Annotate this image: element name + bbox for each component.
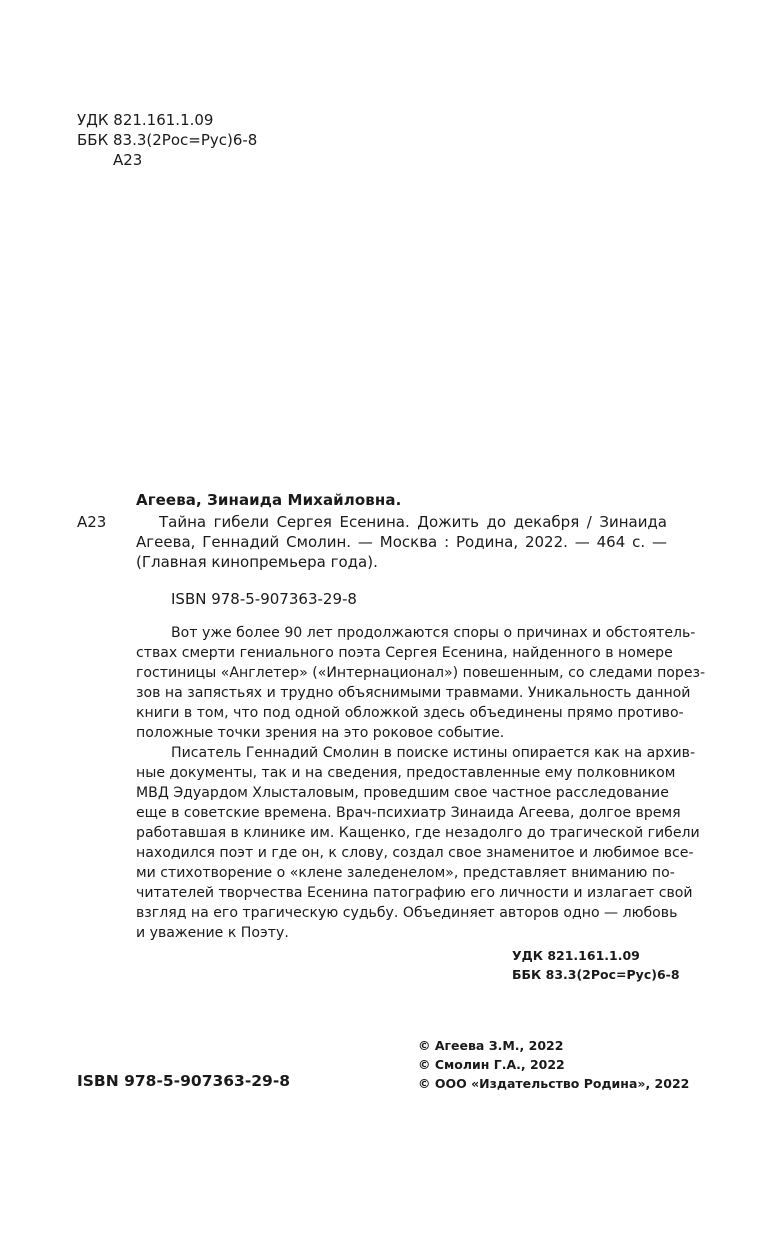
annotation-line: читателей творчества Есенина патографию его личности и излагает свой (136, 885, 693, 901)
card-author: Агеева, Зинаида Михайловна. (136, 491, 402, 509)
udk-code-bottom: УДК 821.161.1.09 (512, 948, 640, 963)
bibliographic-description (77, 512, 667, 572)
annotation-line: ствах смерти гениального поэта Сергея Есенина, найденного в номере (136, 645, 673, 661)
bib-line: Агеева, Геннадий Смолин. — Москва : Родина, 2022. — 464 с. — (136, 533, 667, 551)
annotation (136, 623, 706, 943)
udk-code: УДК 821.161.1.09 (77, 111, 214, 129)
card-isbn: ISBN 978-5-907363-29-8 (171, 590, 357, 608)
annotation-line: работавшая в клинике им. Кащенко, где незадолго до трагической гибели (136, 825, 700, 841)
annotation-line: находился поэт и где он, к слову, создал свое знаменитое и любимое все- (136, 845, 694, 861)
annotation-line: взгляд на его трагическую судьбу. Объединяет авторов одно — любовь (136, 905, 678, 921)
author-mark: А23 (113, 151, 143, 169)
card-author-mark: А23 (77, 513, 107, 531)
bbk-code: ББК 83.3(2Рос=Рус)6-8 (77, 131, 258, 149)
bottom-classification-codes (512, 946, 680, 984)
copyright-block (418, 1036, 689, 1093)
bib-line: (Главная кинопремьера года). (136, 553, 378, 571)
copyright-line: © Смолин Г.А., 2022 (418, 1057, 565, 1072)
annotation-line: положные точки зрения на это роковое событие. (136, 725, 505, 741)
bbk-code-bottom: ББК 83.3(2Рос=Рус)6-8 (512, 967, 680, 982)
top-classification-codes (77, 110, 257, 170)
annotation-line: еще в советские времена. Врач-психиатр Зинаида Агеева, долгое время (136, 805, 681, 821)
annotation-line: ные документы, так и на сведения, предоставленные ему полковником (136, 765, 676, 781)
copyright-line: © Агеева З.М., 2022 (418, 1038, 564, 1053)
annotation-line: МВД Эдуардом Хлысталовым, проведшим свое частное расследование (136, 785, 669, 801)
annotation-line: гостиницы «Англетер» («Интернационал») повешенным, со следами порез- (136, 665, 706, 681)
annotation-line: зов на запястьях и трудно объяснимыми травмами. Уникальность данной (136, 685, 691, 701)
annotation-line: книги в том, что под одной обложкой здесь объединены прямо противо- (136, 705, 684, 721)
annotation-line: ми стихотворение о «клене заледенелом», представляет вниманию по- (136, 865, 675, 881)
annotation-line: Вот уже более 90 лет продолжаются споры о причинах и обстоятель- (171, 625, 696, 641)
copyright-line: © ООО «Издательство Родина», 2022 (418, 1076, 690, 1091)
bibliographic-card (77, 490, 667, 572)
bib-line: Тайна гибели Сергея Есенина. Дожить до декабря / Зинаида (159, 513, 667, 531)
isbn-bottom: ISBN 978-5-907363-29-8 (77, 1072, 291, 1090)
annotation-line: Писатель Геннадий Смолин в поиске истины опирается как на архив- (171, 745, 696, 761)
annotation-line: и уважение к Поэту. (136, 925, 289, 941)
